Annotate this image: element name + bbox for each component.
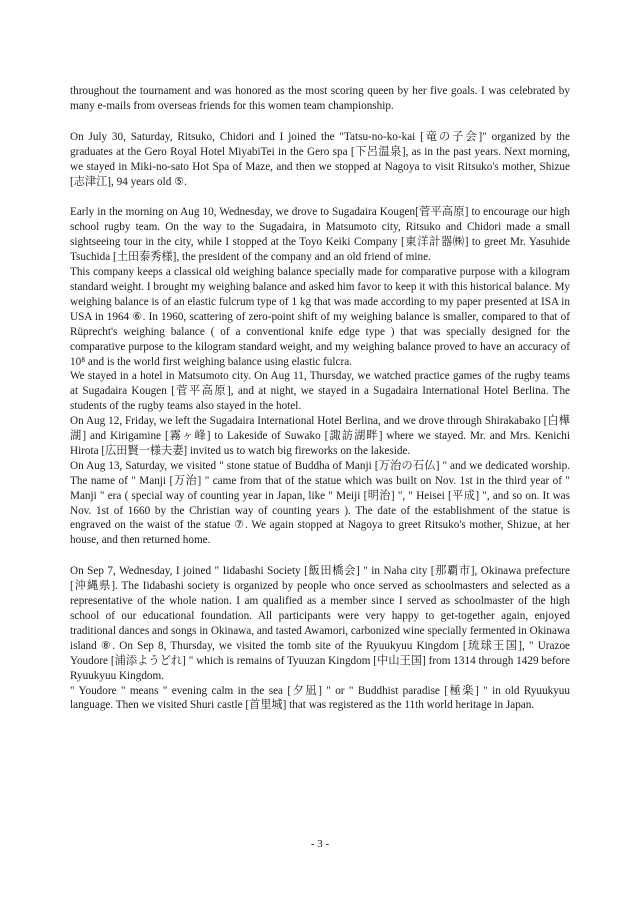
paragraph-gap — [70, 548, 570, 564]
paragraph-aug-13: On Aug 13, Saturday, we visited " stone statue of Buddha of Manji [万治の石仏] " and we dedicated worship. The name of " Manji [万治] " came from that of the statue which was built on Nov. 1st in the third year of " Manji " era ( special way of counting year in Japan, like " Meiji [明治] ", " Heisei [平成] ", and so on. It was Nov. 1st of 1660 by the Christian way of counting years ). The date of the establishment of the statue is engraved on the waist of the statue ⑦. We again stopped at Nagoya to greet Ritsuko's mother, Shizue, at her house, and then returned home. — [70, 459, 570, 547]
paragraph-aug-11: We stayed in a hotel in Matsumoto city. On Aug 11, Thursday, we watched practice games of the rugby teams at Sugadaira Kougen [菅平高原], and at night, we stayed in a Sugadaira International Hotel Berlina. The students of the rugby teams also stayed in the hotel. — [70, 370, 570, 413]
paragraph-aug-12: On Aug 12, Friday, we left the Sugadaira International Hotel Berlina, and we drove through Shirakabako [白樺湖] and Kirigamine [霧ヶ峰] to Lakeside of Suwako [諏訪湖畔] where we stayed. Mr. and Mrs. Kenichi Hirota [広田賢一様夫妻] invited us to watch big fireworks on the lakeside. — [70, 415, 570, 457]
document-body — [70, 84, 570, 713]
paragraph-weighing-balance: This company keeps a classical old weighing balance specially made for comparative purpose with a kilogram standard weight. I brought my weighing balance and asked him favor to keep it with this historical balance. My weighing balance is of an elastic fulcrum type of 1 kg that was made according to my paper presented at ISA in USA in 1964 ⑥. In 1960, scattering of zero-point shift of my weighing balance is smaller, compared to that of Rüprecht's weighing balance ( of a conventional knife edge type ) that was specially designed for the comparative purpose to the kilogram standard weight, and my weighing balance proved to have an accuracy of 10⁸ and is the world first weighing balance using elastic fulcra. — [70, 266, 570, 368]
paragraph-sep-7: On Sep 7, Wednesday, I joined " Iidabashi Society [飯田橋会] " in Naha city [那覇市], Okinawa prefecture [沖縄県]. The Iidabashi society is organized by people who once served as schoolmasters and selected as a representative of the whole nation. I am qualified as a member since I served as schoolmaster of the high school of our educational foundation. All participants were very happy to get-together again, enjoyed traditional dances and songs in Okinawa, and tasted Awamori, carbonized wine specially fermented in Okinawa island ⑧. On Sep 8, Thursday, we visited the tomb site of the Ryuukyuu Kingdom [琉球王国], " Urazoe Youdore [浦添ようどれ] " which is remains of Tyuuzan Kingdom [中山王国] from 1314 through 1429 before Ryuukyuu Kingdom. — [70, 565, 570, 682]
paragraph-july-30: On July 30, Saturday, Ritsuko, Chidori and I joined the "Tatsu-no-ko-kai [竜の子会]" organized by the graduates at the Gero Royal Hotel MiyabiTei in the Gero spa [下呂温泉], as in the past years. Next morning, we stayed in Miki-no-sato Hot Spa of Maze, and then we stopped at Nagoya to visit Ritsuko's mother, Shizue [志津江], 94 years old ⑤. — [70, 130, 570, 188]
paragraph-youdore: " Youdore " means " evening calm in the sea [夕凪] " or " Buddhist paradise [極楽] " in old Ryuukyuu language. Then we visited Shuri castle [首里城] that was registered as the 11th world heritage in Japan. — [70, 684, 570, 712]
page-number: - 3 - — [310, 838, 330, 850]
paragraph-gap — [70, 114, 570, 130]
paragraph-tournament: throughout the tournament and was honored as the most scoring queen by her five goals. I was celebrated by many e-mails from overseas friends for this women team championship. — [70, 85, 570, 112]
paragraph-gap — [70, 189, 570, 205]
paragraph-aug-10: Early in the morning on Aug 10, Wednesday, we drove to Sugadaira Kougen[菅平高原] to encourage our high school rugby team. On the way to the Sugadaira, in Matsumoto city, Ritsuko and Chidori made a small sightseeing tour in the city, while I stopped at the Toyo Keiki Company [東洋計器㈱] to greet Mr. Yasuhide Tsuchida [土田泰秀様], the president of the company and an old friend of mine. — [70, 206, 570, 264]
